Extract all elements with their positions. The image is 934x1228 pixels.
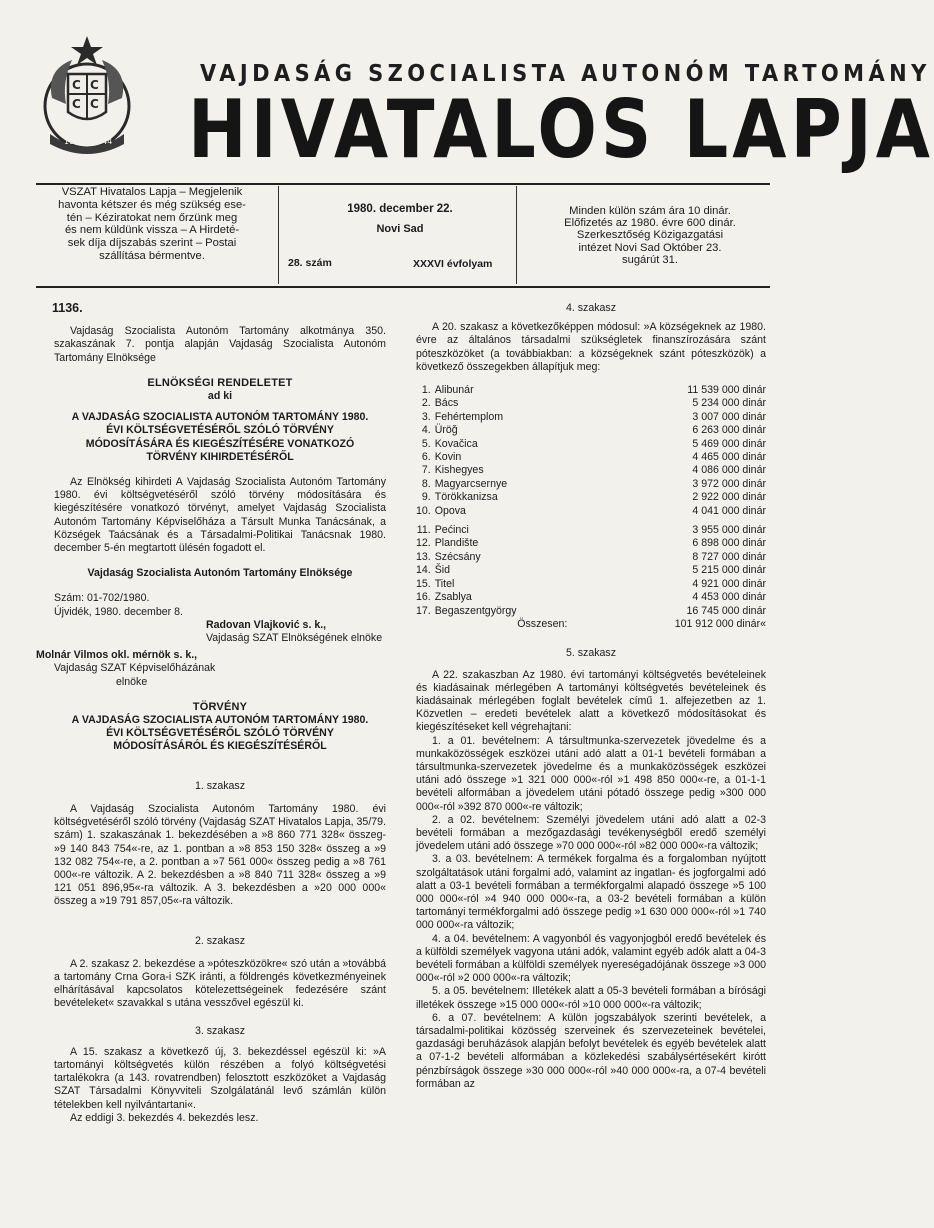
municipality-name: Plandište xyxy=(434,537,479,550)
reference-place-date: Újvidék, 1980. december 8. xyxy=(54,605,183,618)
signer-1-title: Vajdaság SZAT Elnökségének elnöke xyxy=(206,632,383,645)
section-1-heading: 1. szakasz xyxy=(194,779,246,792)
municipality-name: Zsablya xyxy=(434,591,472,604)
section-2-heading: 2. szakasz xyxy=(194,934,246,947)
municipality-row xyxy=(416,384,766,397)
municipality-number: 14. xyxy=(416,564,431,577)
svg-text:C: C xyxy=(72,78,81,92)
municipality-name: Magyarcsernye xyxy=(434,477,508,490)
header-left-line: szállítása bérmentve. xyxy=(99,249,205,262)
law-title xyxy=(54,714,386,754)
municipality-name: Kovačica xyxy=(434,437,478,450)
signer-2-title: Vajdaság SZAT Képviselőházának xyxy=(54,662,216,675)
header-left-line: havonta kétszer és még szükség ese- xyxy=(58,198,246,211)
municipality-row xyxy=(416,411,766,424)
decree-title-line: MÓDOSÍTÁSÁRA ÉS KIEGÉSZÍTÉSÉRE VONATKOZÓ xyxy=(85,437,355,450)
issue-volume: XXXVI évfolyam xyxy=(413,258,493,270)
law-heading: TÖRVÉNY xyxy=(192,700,248,713)
municipality-amount: 4 041 000 dinár xyxy=(692,504,766,517)
issue-date: 1980. december 22. xyxy=(347,203,453,215)
municipality-amount: 4 465 000 dinár xyxy=(692,451,766,464)
total-amount: 101 912 000 dinár« xyxy=(674,617,766,630)
municipality-amount: 6 263 000 dinár xyxy=(692,424,766,437)
municipalities-table-body xyxy=(416,384,766,631)
decree-title-line: TÖRVÉNY KIHIRDETÉSÉRŐL xyxy=(146,450,294,463)
total-label: Összesen: xyxy=(517,617,568,630)
municipality-amount: 3 972 000 dinár xyxy=(692,477,766,490)
municipality-amount: 5 215 000 dinár xyxy=(692,564,766,577)
svg-text:C: C xyxy=(90,78,99,92)
municipality-name: Alibunár xyxy=(434,384,474,397)
decree-body: Az Elnökség kihirdeti A Vajdaság Szocialista Autonóm Tartomány 1980. évi költségvetéséről szóló törvény módosítására és kiegészítésére vonatkozó törvényt, amelyet Vajdaság Szocialista Autonóm Tartomány Képviselőháza a Társult Munka Tanácsának, a Községek Taácsának és a Társadalmi-Politikai Tanácsnak 1980. december 5-én megtartott ülésén fogadott el. xyxy=(54,476,386,555)
header-right-line: Szerkesztőség Közigazgatási xyxy=(576,229,724,242)
municipality-amount: 5 234 000 dinár xyxy=(692,397,766,410)
issue-place: Novi Sad xyxy=(376,223,424,235)
municipality-row xyxy=(416,464,766,477)
masthead-title: HIVATALOS LAPJA xyxy=(188,82,934,177)
signer-2-title-cont: elnöke xyxy=(116,675,148,688)
municipality-number: 12. xyxy=(416,537,431,550)
section-3-tail: Az eddigi 3. bekezdés 4. bekezdés lesz. xyxy=(70,1111,259,1124)
header-top-rule xyxy=(36,183,770,185)
revenue-item: 6. a 07. bevételnem: A külön jogszabályok szerinti bevételek, a társadalmi-politikai közösség szerveinek és szervezeteinek bevételei, gazdasági beruházások alapján befolyt bevételek és egyéb bevételek alatt a 07-1-2 bevételi alformában a közlekedési szabálysértésekért kirótt pénzbírságok összege »30 000 000«-ról »40 000 000«-ra, a 07-4 bevételi formában az xyxy=(416,1011,766,1090)
municipality-number: 6. xyxy=(421,451,431,464)
left-column xyxy=(36,301,386,1125)
header-left-line: tén – Kéziratokat nem őrzünk meg xyxy=(66,211,238,224)
document-number: 1136. xyxy=(52,301,83,315)
municipality-row xyxy=(416,578,766,591)
municipality-name: Begaszentgyörgy xyxy=(434,604,517,617)
municipality-amount: 3 955 000 dinár xyxy=(692,524,766,537)
municipality-name: Törökkanizsa xyxy=(434,491,498,504)
municipality-row xyxy=(416,451,766,464)
municipality-amount: 4 921 000 dinár xyxy=(692,577,766,590)
municipality-row xyxy=(416,591,766,604)
municipality-total-row xyxy=(416,618,766,631)
presidency-signature-block: Vajdaság Szocialista Autonóm Tartomány Elnöksége xyxy=(87,567,353,580)
section-4-intro: A 20. szakasz a következőképpen módosul: »A községeknek az 1980. évre az általános társadalmi szükségletek finanszírozására szánt póteszközöket (a továbbiakban: a községeknek szánt póteszközök) a következő összegekben állapítjuk meg: xyxy=(416,321,766,373)
signer-1-name: Radovan Vlajković s. k., xyxy=(206,618,327,631)
municipality-row xyxy=(416,551,766,564)
signer-2-name: Molnár Vilmos okl. mérnök s. k., xyxy=(36,649,198,662)
municipality-number: 8. xyxy=(421,477,431,490)
section-5-heading: 5. szakasz xyxy=(565,647,617,660)
municipality-name: Kishegyes xyxy=(434,464,484,477)
municipality-name: Bács xyxy=(434,397,459,410)
municipality-row xyxy=(416,564,766,577)
municipality-name: Titel xyxy=(434,577,455,590)
header-left-line: sek díja díjszabás szerint – Postai xyxy=(67,237,237,250)
municipality-name: Opova xyxy=(434,504,466,517)
emblem-year-right: 1944 xyxy=(92,137,113,146)
revenue-item: 5. a 05. bevételnem: Illetékek alatt a 05-3 bevételi formában a bírósági illetékek összege »15 000 000«-ról »10 000 000«-ra változik; xyxy=(416,985,766,1011)
municipality-amount: 4 086 000 dinár xyxy=(692,464,766,477)
municipality-row xyxy=(416,424,766,437)
header-divider-right xyxy=(516,186,517,284)
municipality-number: 10. xyxy=(416,504,431,517)
header-left-line: és nem küldünk vissza – A Hirdeté- xyxy=(64,224,240,237)
municipality-name: Szécsány xyxy=(434,550,481,563)
decree-intro: Vajdaság Szocialista Autonóm Tartomány alkotmánya 350. szakaszának 7. pontja alapján Vajdaság Szocialista Autonóm Tartomány Elnöksége xyxy=(54,325,386,364)
municipality-amount: 16 745 000 dinár xyxy=(686,604,766,617)
header-right-line: Minden külön szám ára 10 dinár. xyxy=(569,205,731,217)
municipality-amount: 11 539 000 dinár xyxy=(687,384,766,397)
municipality-number: 17. xyxy=(416,604,431,617)
municipality-row xyxy=(416,491,766,504)
municipality-number: 15. xyxy=(416,577,431,590)
masthead-republic-line: VAJDASÁG SZOCIALISTA AUTONÓM TARTOMÁNY xyxy=(200,60,931,87)
total-blank xyxy=(416,618,435,631)
municipality-number: 9. xyxy=(421,491,431,504)
section-2-body: A 2. szakasz 2. bekezdése a »póteszközökre« szó után a »továbbá a tartomány Crna Gora-i SZK iránti, a földrengés következményeinek elhárításával kapcsolatos kötelezettségeinek fedezésére szánt bevételeket« szavakkal s utána vesszővel egészül ki. xyxy=(54,957,386,1010)
municipality-number: 13. xyxy=(416,550,431,563)
decree-title-line: A VAJDASÁG SZOCIALISTA AUTONÓM TARTOMÁNY 1980. xyxy=(71,411,369,424)
municipality-name: Šid xyxy=(434,564,451,577)
issue-number: 28. szám xyxy=(288,257,332,269)
section-3-heading: 3. szakasz xyxy=(194,1024,246,1037)
coat-of-arms-emblem xyxy=(32,34,142,160)
header-publication-info xyxy=(36,186,268,263)
municipality-number: 11. xyxy=(416,524,431,537)
municipality-row xyxy=(416,605,766,618)
municipality-amount: 8 727 000 dinár xyxy=(692,550,766,563)
municipality-row xyxy=(416,521,766,537)
municipality-row xyxy=(416,478,766,491)
header-divider-left xyxy=(278,186,279,284)
section-5-intro: A 22. szakaszban Az 1980. évi tartományi költségvetés bevételeinek és kiadásainak mérlegében A tartományi költségvetés bevételeinek és kiadásainak mérlegében foglalt bevételek című 1. alfejezetben az 1. Közvetlen – eredeti bevételek alatt a következő módosításokat és kiegészítéseket kell végrehajtani: xyxy=(416,668,766,734)
municipality-row xyxy=(416,438,766,451)
section-1-body: A Vajdaság Szocialista Autonóm Tartomány 1980. évi költségvetéséről szóló törvény (Vajdaság SZAT Hivatalos Lapja, 35/79. szám) 1. szakaszának 1. bekezdésében a »8 860 771 328« összeg- »9 140 843 754«-re, az 1. pontban a »8 853 150 328« összeg a »9 132 082 754«-re, a 2. pontban a »7 561 000« összeg pedig a »8 761 000«-re változik. A 2. bekezdésben a »8 840 711 328« összeg a »9 121 051 896,95«-ra változik. A 3. bekezdésben a »20 000 000« összeg a »19 791 857,05«-ra változik. xyxy=(54,802,386,908)
header-pricing-info xyxy=(530,205,770,266)
municipality-amount: 5 469 000 dinár xyxy=(692,437,766,450)
municipality-row xyxy=(416,505,766,521)
municipality-amount: 4 453 000 dinár xyxy=(692,591,766,604)
law-title-line: A VAJDASÁG SZOCIALISTA AUTONÓM TARTOMÁNY 1980. xyxy=(71,714,369,727)
municipality-row xyxy=(416,397,766,410)
municipality-name: Fehértemplom xyxy=(434,410,504,423)
municipality-name: Üröğ xyxy=(434,424,458,437)
section-3-body: A 15. szakasz a következő új, 3. bekezdéssel egészül ki: »A tartományi költségvetés külön részében a folyó költségvetési tartalékokra (a 143. rovatrendben) felosztott eszközöket a Vajdaság SZAT Társadalmi Könyvviteli Szolgálatánál levő számlán külön tételekben kell nyilvántartani«. xyxy=(54,1045,386,1111)
municipality-amount: 2 922 000 dinár xyxy=(692,491,766,504)
municipality-row xyxy=(416,537,766,550)
header-left-line: VSZAT Hivatalos Lapja – Megjelenik xyxy=(61,186,243,198)
municipality-number: 7. xyxy=(421,464,431,477)
municipality-number: 4. xyxy=(421,424,431,437)
svg-text:C: C xyxy=(72,97,81,111)
revenue-items-list xyxy=(416,735,766,1091)
municipality-number: 1. xyxy=(421,384,431,397)
municipality-number: 5. xyxy=(421,437,431,450)
decree-heading: ELNÖKSÉGI RENDELETET xyxy=(147,376,293,389)
emblem-year-left: 1941 xyxy=(64,137,85,146)
municipality-amount: 6 898 000 dinár xyxy=(692,537,766,550)
municipality-name: Kovin xyxy=(434,451,462,464)
law-title-line: ÉVI KÖLTSÉGVETÉSÉRŐL SZÓLÓ TÖRVÉNY xyxy=(106,727,334,740)
decree-title xyxy=(54,411,386,464)
decree-subheading: ad ki xyxy=(207,390,233,403)
municipalities-table xyxy=(416,384,766,631)
section-4-heading: 4. szakasz xyxy=(565,302,617,314)
header-right-line: intézet Novi Sad Október 23. xyxy=(578,241,722,254)
municipality-name: Pećinci xyxy=(434,524,469,537)
header-right-line: sugárút 31. xyxy=(622,253,678,266)
revenue-item: 4. a 04. bevételnem: A vagyonból és vagyonjogból eredő bevételek és a külföldi személyek vagyona utáni adók, valamint egyéb adók alatt a 04-3 bevételi formában a külföldi személyek nyereségadójának összege »3 000 000«-ról »2 000 000«-ra változik; xyxy=(416,932,766,985)
municipality-amount: 3 007 000 dinár xyxy=(692,410,766,423)
municipality-number: 16. xyxy=(416,591,431,604)
revenue-item: 1. a 01. bevételnem: A társultmunka-szervezetek jövedelme és a munkaközösségek eszközei utáni adó alatt a 01-1 bevételi formában a társultmunka-szervezetek jövedelme és a munkaközösségek eszközei utáni adó összege »1 321 000 000«-ról »1 498 850 000«-re, a 01-1-1 bevételi alformában a jövedelem utáni pótadó összege pedig »300 000 000«-ról »392 870 000«-re változik; xyxy=(416,734,766,813)
law-title-line: MÓDOSÍTÁSÁRÓL ÉS KIEGÉSZÍTÉSÉRŐL xyxy=(113,740,327,753)
header-bottom-rule xyxy=(36,286,770,288)
municipality-number: 3. xyxy=(421,410,431,423)
revenue-item: 3. a 03. bevételnem: A termékek forgalma és a forgalomban nyújtott szolgáltatások utáni forgalmi adó, valamint az ingatlan- és jogforgalmi adó alatt a 03-1 bevételi formában a termékforgalmi alapadó összege »5 100 000 000«-ról »4 940 000 000«-ra, a 03-2 bevételi formában a külön tartományi termékforgalmi adó összege pedig »1 630 000 000«-ról »1 740 000 000«-ra változik; xyxy=(416,853,766,932)
header-right-line: Előfizetés az 1980. évre 600 dinár. xyxy=(564,217,736,230)
municipality-number: 2. xyxy=(421,397,431,410)
svg-text:C: C xyxy=(90,97,99,111)
decree-title-line: ÉVI KÖLTSÉGVETÉSÉRŐL SZÓLÓ TÖRVÉNY xyxy=(106,424,334,437)
right-column xyxy=(416,302,766,1091)
reference-number: Szám: 01-702/1980. xyxy=(54,592,150,605)
revenue-item: 2. a 02. bevételnem: Személyi jövedelem utáni adó alatt a 02-3 bevételi formában a mezőgazdasági tevékenységből eredő személyi jövedelem utáni adó összege »70 000 000«-ról »82 000 000«-ra változik; xyxy=(416,813,766,853)
